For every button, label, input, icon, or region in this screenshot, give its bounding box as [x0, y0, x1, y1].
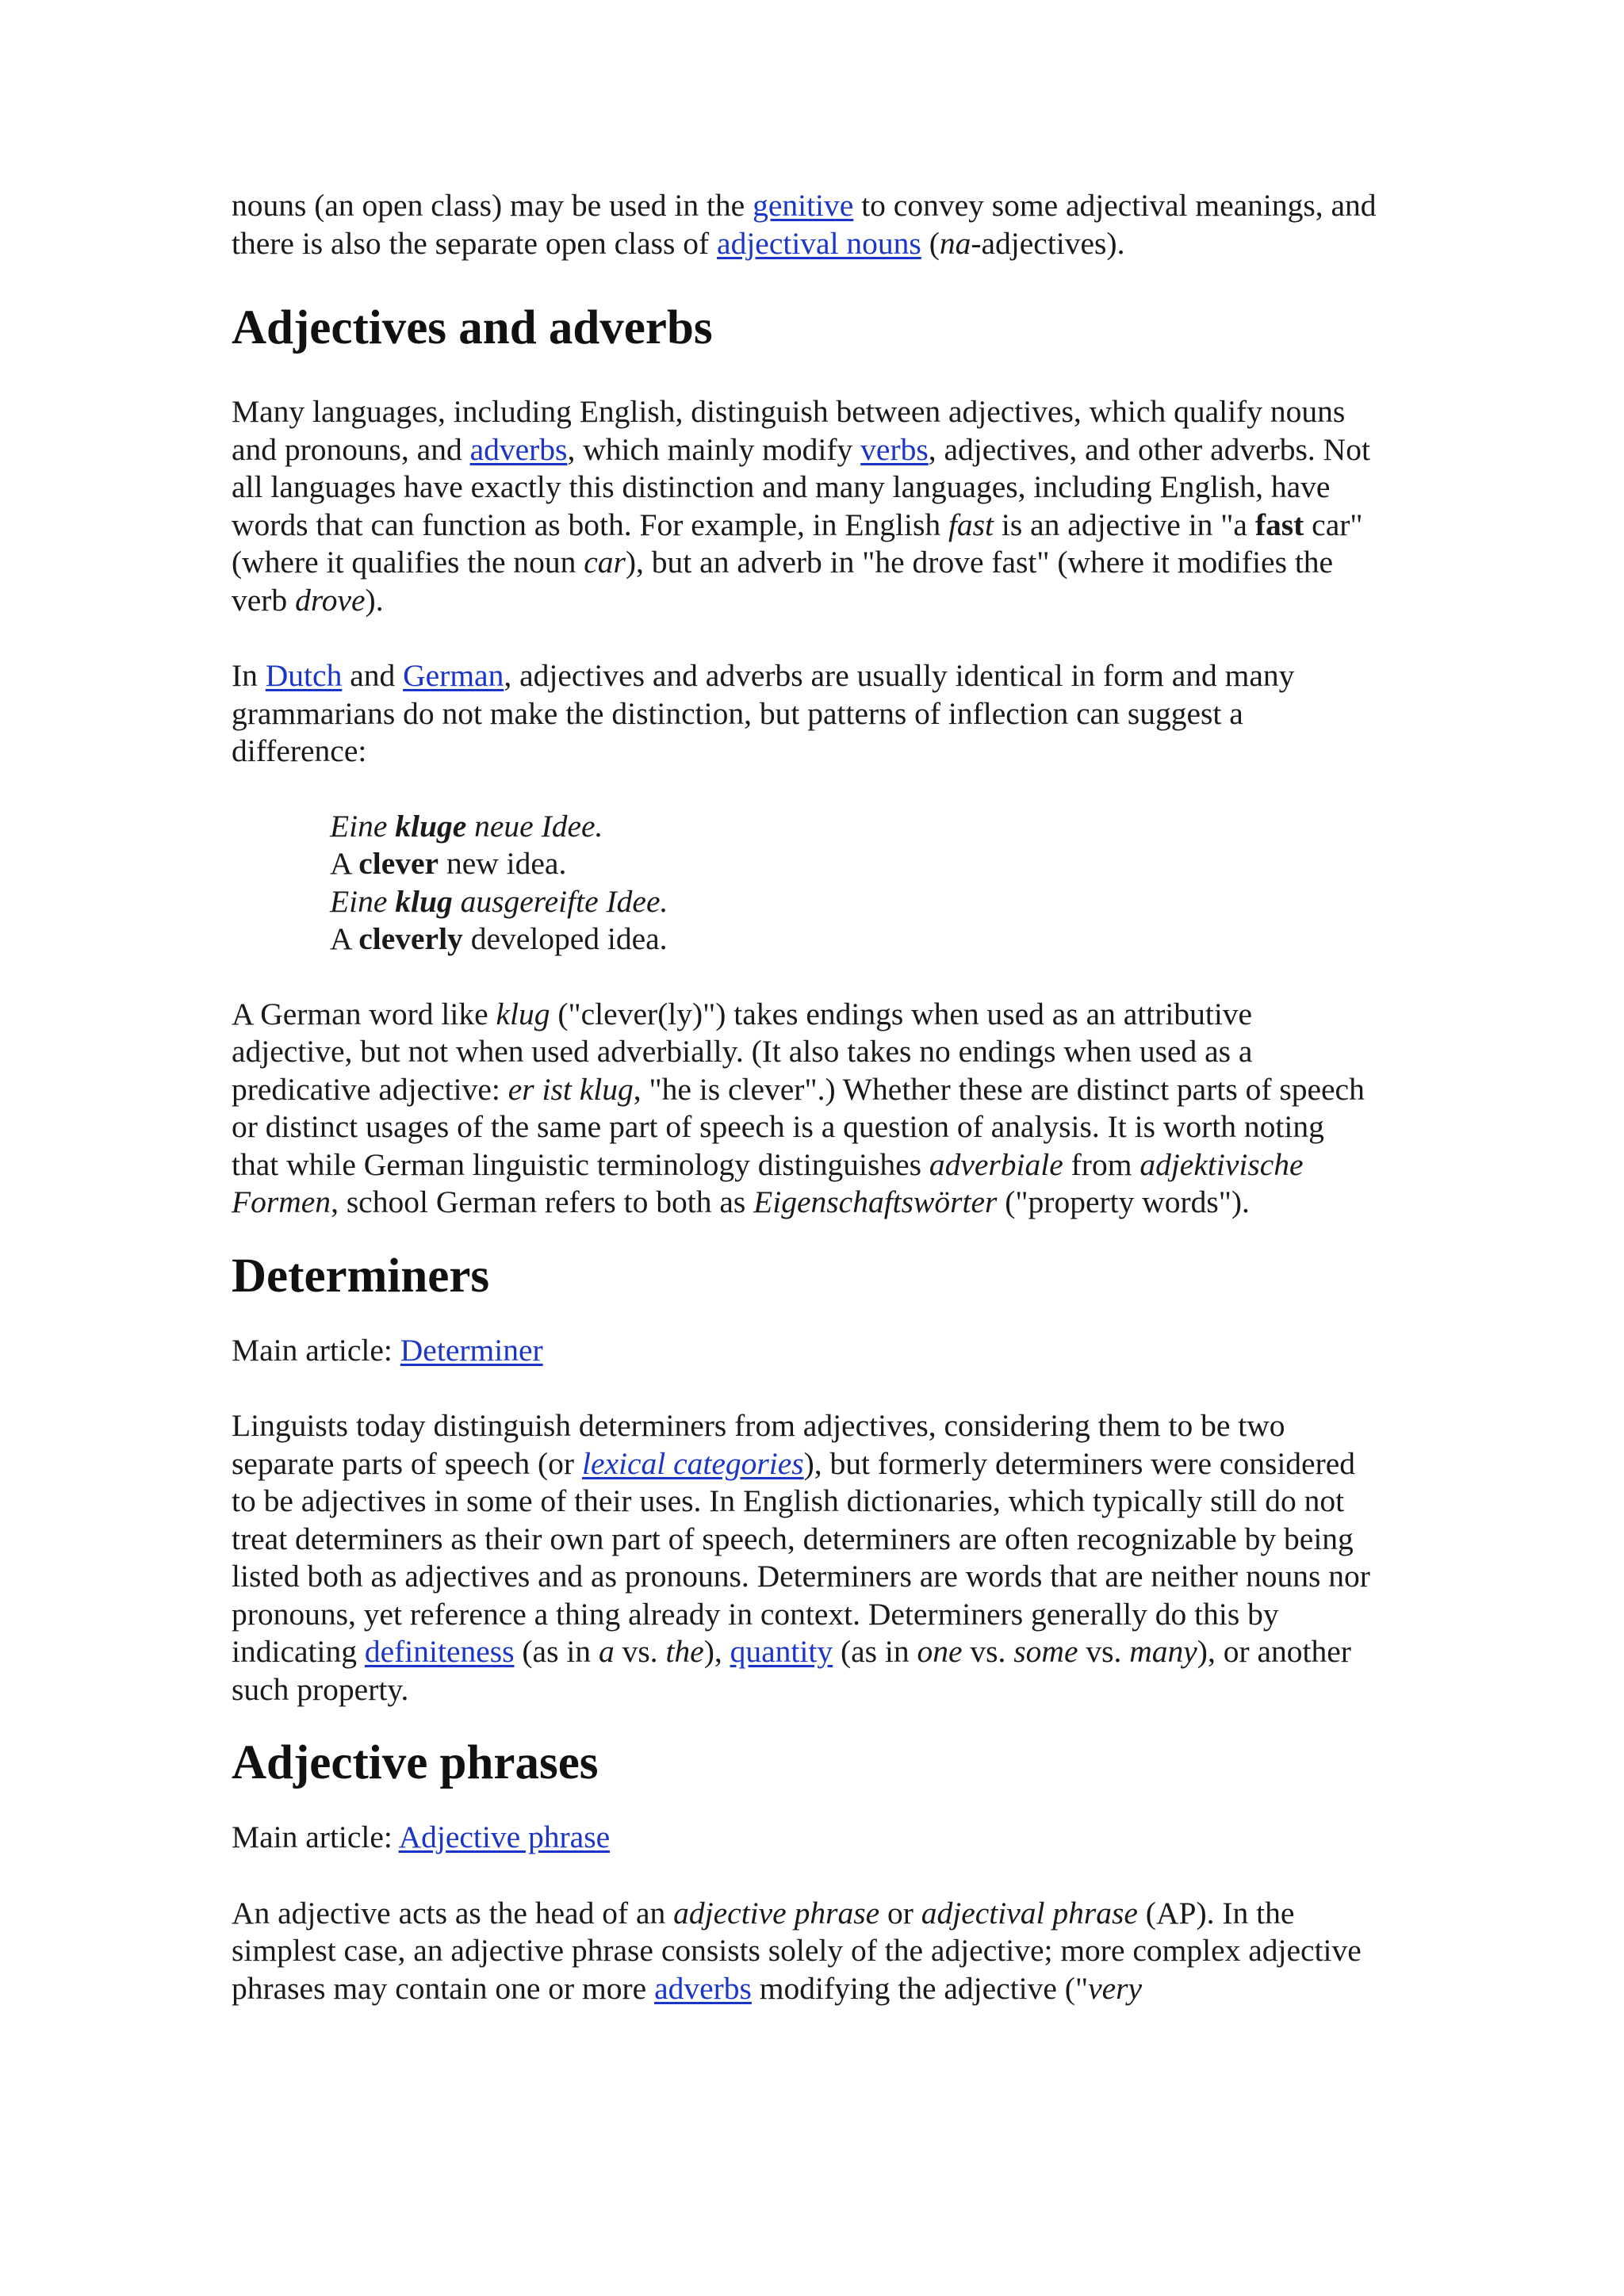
- link-determiner[interactable]: Determiner: [400, 1332, 543, 1368]
- paragraph-adjectives-adverbs: Many languages, including English, distinguish between adjectives, which qualify nouns and pronouns, and adverbs, which mainly modify verbs, adjectives, and other adverbs. Not all languages have exactly this distinction and many languages, including English, have words that can function as both. For example, in English fast is an adjective in "a fast car" (where it qualifies the noun car), but an adverb in "he drove fast" (where it modifies the verb drove).: [232, 394, 1370, 618]
- heading-determiners: Determiners: [232, 1249, 490, 1303]
- paragraph-genitive: nouns (an open class) may be used in the genitive to convey some adjectival meanings, and there is also the separate open class of adjectival nouns (na-adjectives).: [232, 188, 1377, 261]
- quote-line-2: A clever new idea.: [330, 846, 567, 881]
- link-adverbs[interactable]: adverbs: [469, 431, 568, 467]
- paragraph-dutch-german: In Dutch and German, adjectives and adverbs are usually identical in form and many grammarians do not make the distinction, but patterns of inflection can suggest a difference:: [232, 658, 1295, 768]
- link-verbs[interactable]: verbs: [860, 431, 929, 467]
- quote-line-4: A cleverly developed idea.: [330, 921, 668, 956]
- link-definiteness[interactable]: definiteness: [364, 1634, 515, 1669]
- heading-adjective-phrases: Adjective phrases: [232, 1736, 599, 1789]
- link-genitive[interactable]: genitive: [753, 188, 854, 223]
- link-quantity[interactable]: quantity: [730, 1634, 833, 1669]
- link-adjective-phrase[interactable]: Adjective phrase: [398, 1820, 611, 1854]
- document-page: [232, 187, 1377, 2007]
- link-adverbs-2[interactable]: adverbs: [654, 1970, 752, 2006]
- main-article-adjective-phrase: Main article: Adjective phrase: [232, 1820, 611, 1854]
- main-article-determiner: Main article: Determiner: [232, 1332, 543, 1368]
- example-quote-block: [232, 808, 1377, 959]
- paragraph-adjective-phrases: An adjective acts as the head of an adjective phrase or adjectival phrase (AP). In the simplest case, an adjective phrase consists solely of the adjective; more complex adjective phrases may contain one or more adverbs modifying the adjective ("very: [232, 1895, 1362, 2006]
- quote-line-1: Eine kluge neue Idee.: [330, 808, 603, 844]
- link-adjectival-nouns[interactable]: adjectival nouns: [717, 225, 921, 261]
- quote-line-3: Eine klug ausgereifte Idee.: [330, 883, 668, 919]
- link-german[interactable]: German: [403, 658, 504, 693]
- paragraph-klug: A German word like klug ("clever(ly)") takes endings when used as an attributive adjective, but not when used adverbially. (It also takes no endings when used as a predicative adjective: er ist klug, "he is clever".) Whether these are distinct parts of speech or distinct usages of the same part of speech is a question of analysis. It is worth noting that while German linguistic terminology distinguishes adverbiale from adjektivische Formen, school German refers to both as Eigenschaftswörter ("property words").: [232, 996, 1365, 1219]
- link-dutch[interactable]: Dutch: [265, 658, 343, 693]
- paragraph-determiners: Linguists today distinguish determiners from adjectives, considering them to be two separate parts of speech (or lexical categories), but formerly determiners were considered to be adjectives in some of their uses. In English dictionaries, which typically still do not treat determiners as their own part of speech, determiners are often recognizable by being listed both as adjectives and as pronouns. Determiners are words that are neither nouns nor pronouns, yet reference a thing already in context. Determiners generally do this by indicating definiteness (as in a vs. the), quantity (as in one vs. some vs. many), or another such property.: [232, 1408, 1370, 1707]
- link-lexical-categories[interactable]: lexical categories: [581, 1445, 804, 1481]
- heading-adjectives-and-adverbs: Adjectives and adverbs: [232, 301, 713, 354]
